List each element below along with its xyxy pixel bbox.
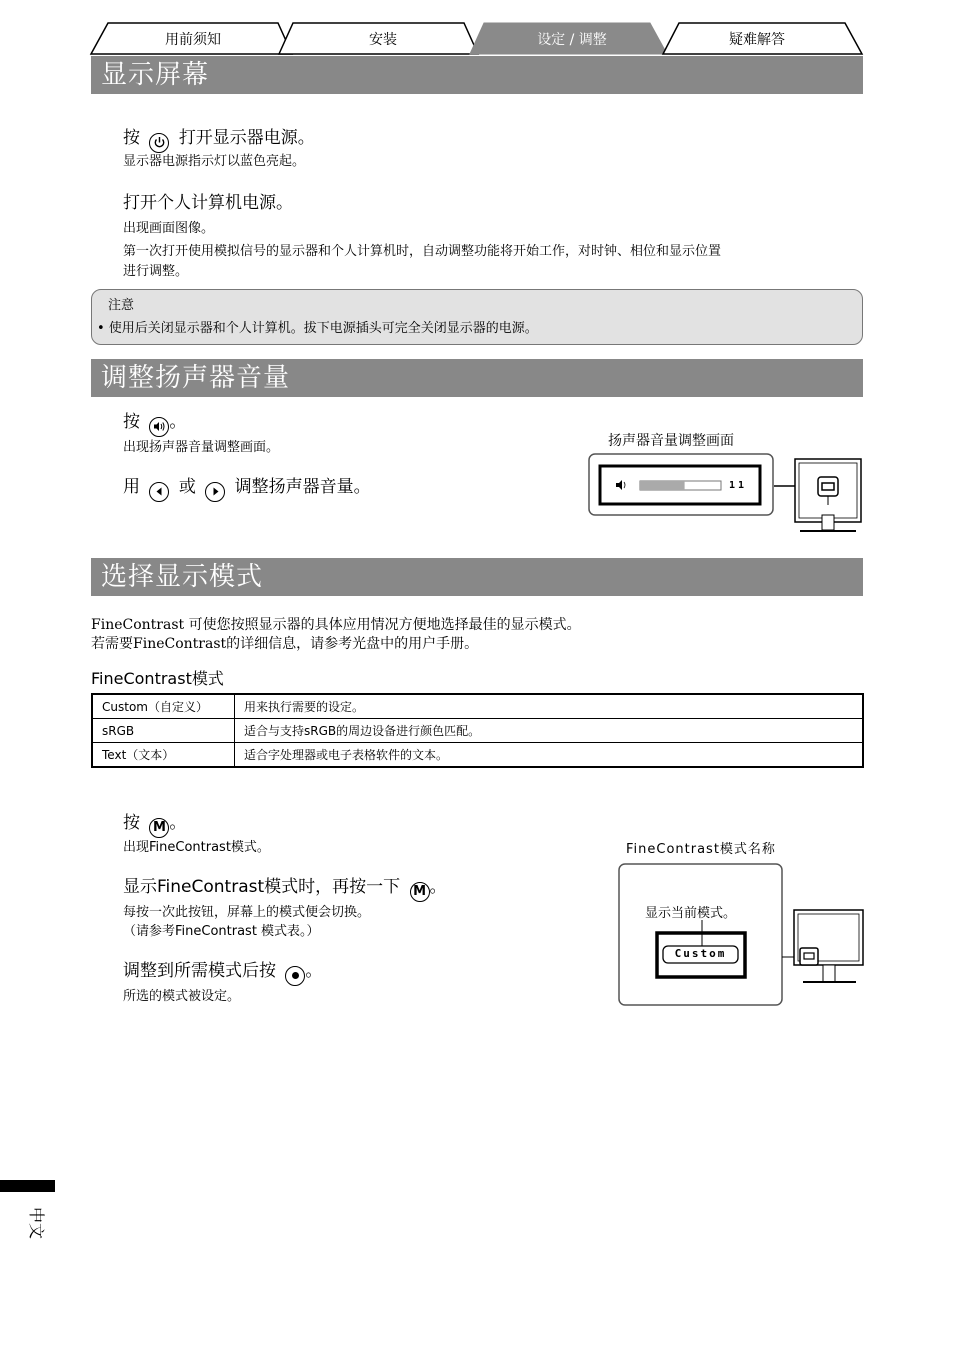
tab-label-prep[interactable]: 用前须知 [165, 32, 221, 48]
display-step-2-sub2: 第一次打开使用模拟信号的显示器和个人计算机时，自动调整功能将开始工作，对时钟、相位和显示位置 [123, 244, 722, 259]
section-title-display: 显示屏幕 [91, 56, 863, 94]
volume-value: 11 [729, 480, 748, 491]
mode-step-3-sub: 所选的模式被设定。 [123, 989, 241, 1004]
note-text: • 使用后关闭显示器和个人计算机。拔下电源插头可完全关闭显示器的电源。 [97, 321, 538, 336]
volume-step-1 [123, 411, 186, 437]
tab-label-install[interactable]: 安装 [369, 32, 397, 48]
volume-step-2-mid: 或 [178, 477, 196, 497]
display-step-2-sub1: 出现画面图像。 [123, 221, 215, 236]
mode-step-3-pre: 调整到所需模式后按 [123, 961, 276, 981]
volume-bar-fill [640, 481, 685, 490]
section-title-mode: 选择显示模式 [91, 558, 863, 596]
table-cell-mode: Text（文本） [92, 743, 235, 768]
mode-button-icon: M [149, 818, 169, 838]
mode-step-2-post: 。 [429, 877, 447, 897]
note-box [91, 289, 863, 345]
volume-figure [588, 452, 864, 536]
tab-label-settings[interactable]: 设定 / 调整 [537, 32, 607, 48]
mode-step-1-post: 。 [169, 813, 187, 833]
mode-table [91, 693, 864, 768]
volume-step-2 [123, 476, 371, 502]
mode-intro-2: 若需要FineContrast的详细信息，请参考光盘中的用户手册。 [91, 636, 479, 652]
volume-step-1-pre: 按 [123, 412, 140, 432]
current-mode-value: Custom [674, 947, 727, 960]
display-step-1-pre: 按 [123, 128, 140, 148]
mode-step-2-pre: 显示FineContrast模式时，再按一下 [123, 877, 401, 897]
mode-step-3-post: 。 [305, 961, 323, 981]
mode-figure [618, 862, 866, 1008]
volume-figure-svg [588, 452, 864, 536]
volume-step-1-sub: 出现扬声器音量调整画面。 [123, 440, 280, 455]
display-step-1-sub: 显示器电源指示灯以蓝色亮起。 [123, 154, 306, 169]
enter-icon [285, 966, 305, 986]
side-language-label: 中文 [27, 1207, 46, 1240]
power-icon [149, 133, 169, 153]
mode-table-caption: FineContrast模式 [91, 669, 224, 688]
mode-step-2-sub2: （请参考FineContrast 模式表。） [123, 924, 320, 939]
table-cell-desc: 适合字处理器或电子表格软件的文本。 [235, 743, 864, 768]
mode-intro-1: FineContrast 可使您按照显示器的具体应用情况方便地选择最佳的显示模式。 [91, 617, 581, 633]
volume-step-2-post: 调整扬声器音量。 [234, 477, 371, 497]
display-step-2-sub3: 进行调整。 [123, 264, 189, 279]
note-title: 注意 [108, 298, 135, 313]
mode-step-2 [123, 876, 447, 902]
table-cell-mode: sRGB [92, 719, 235, 743]
mode-figure-caption: FineContrast模式名称 [626, 842, 776, 857]
tab-label-troubleshoot[interactable]: 疑难解答 [729, 32, 785, 48]
table-row [92, 719, 863, 743]
mode-step-1-pre: 按 [123, 813, 140, 833]
table-cell-desc: 用来执行需要的设定。 [235, 694, 864, 719]
mode-step-1 [123, 812, 186, 838]
section-title-volume: 调整扬声器音量 [91, 359, 863, 397]
mode-button-icon: M [410, 882, 430, 902]
left-arrow-icon [149, 482, 169, 502]
table-row [92, 743, 863, 768]
display-step-1 [123, 127, 315, 153]
table-cell-mode: Custom（自定义） [92, 694, 235, 719]
mode-figure-label: 显示当前模式。 [645, 906, 737, 921]
volume-figure-caption: 扬声器音量调整画面 [608, 433, 734, 449]
mode-step-1-sub: 出现FineContrast模式。 [123, 840, 270, 855]
right-arrow-icon [205, 482, 225, 502]
mode-step-3 [123, 960, 322, 986]
table-row [92, 694, 863, 719]
volume-step-1-post: 。 [169, 412, 187, 432]
mode-figure-svg [618, 862, 866, 1008]
mode-step-2-sub1: 每按一次此按钮，屏幕上的模式便会切换。 [123, 905, 371, 920]
display-step-1-post: 打开显示器电源。 [178, 128, 315, 148]
speaker-icon [149, 417, 169, 437]
volume-step-2-pre: 用 [123, 477, 140, 497]
side-marker [0, 1180, 55, 1192]
table-cell-desc: 适合与支持sRGB的周边设备进行颜色匹配。 [235, 719, 864, 743]
display-step-2: 打开个人计算机电源。 [123, 193, 293, 213]
